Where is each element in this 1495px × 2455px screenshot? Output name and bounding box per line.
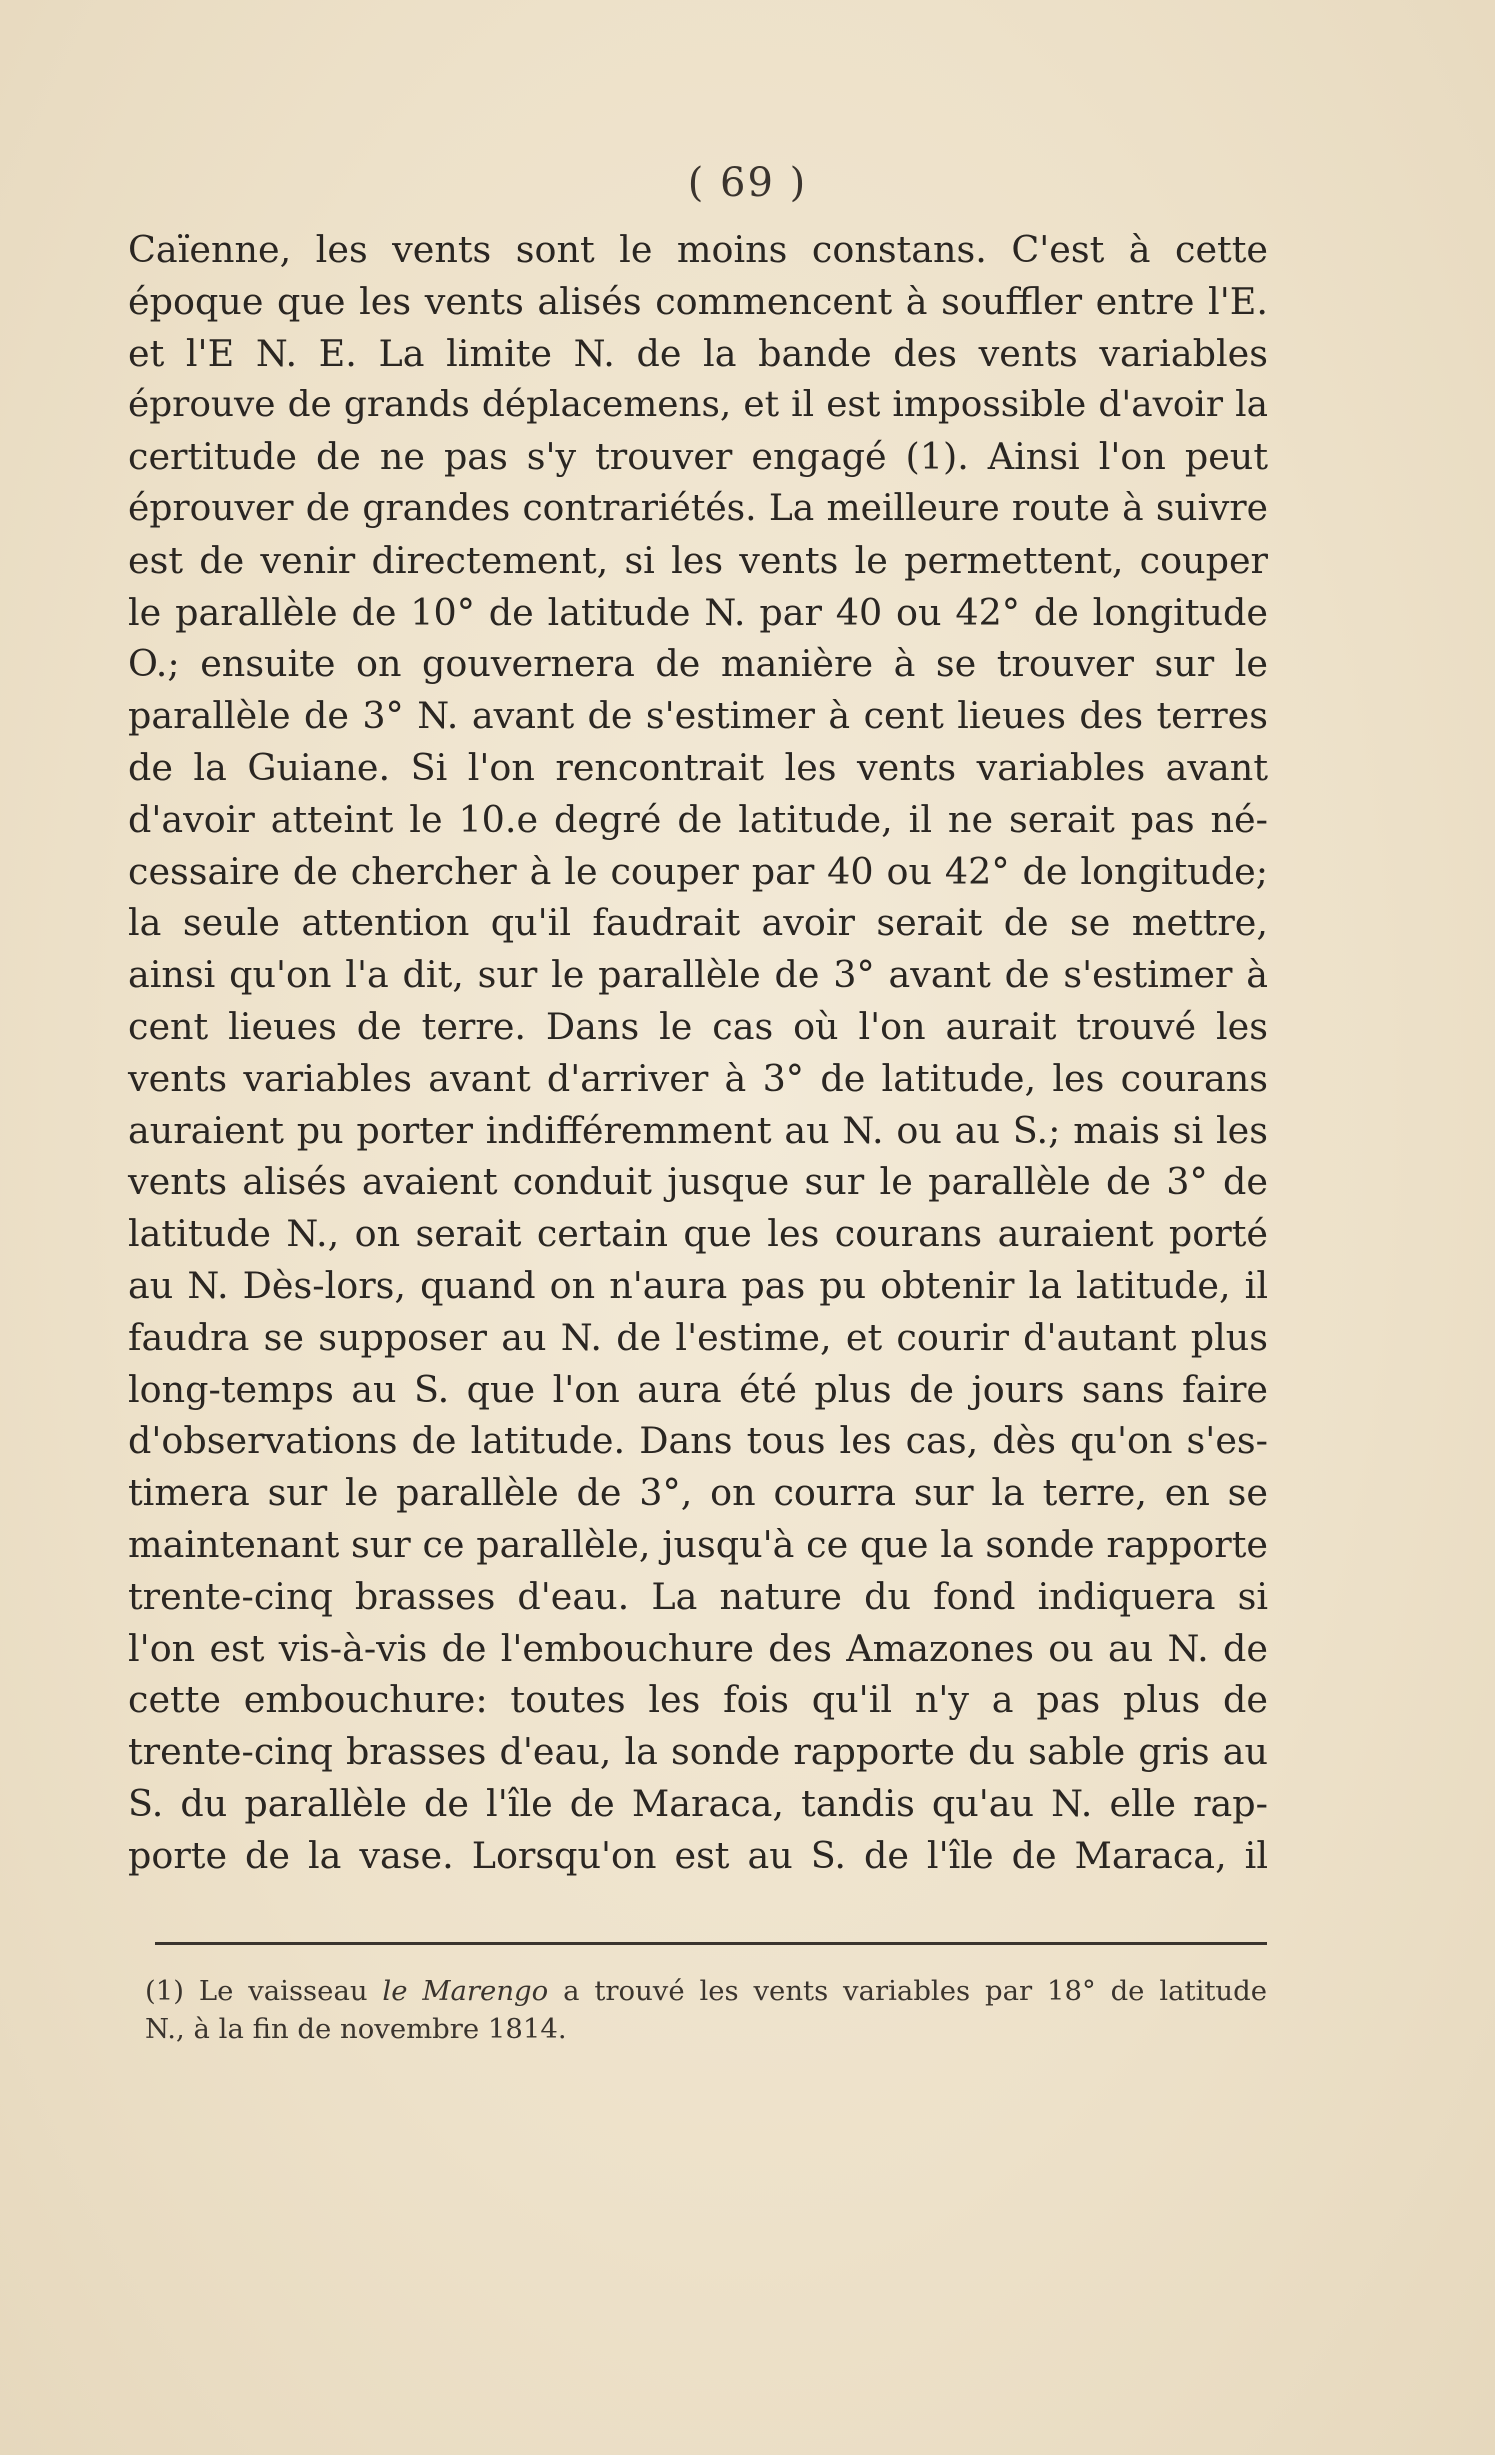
text-line: cessaire de chercher à le couper par 40 ou 42° de longitude; — [128, 849, 1268, 893]
text-line: le parallèle de 10° de latitude N. par 40 ou 42° de longitude — [128, 590, 1268, 634]
text-line: au N. Dès-lors, quand on n'aura pas pu obtenir la latitude, il — [128, 1263, 1268, 1307]
page-number: ( 69 ) — [687, 160, 808, 206]
text-line: époque que les vents alisés commencent à souffler entre l'E. — [128, 279, 1268, 323]
text-line: Caïenne, les vents sont le moins constans. C'est à cette — [128, 228, 1268, 271]
text-line: certitude de ne pas s'y trouver engagé (1). Ainsi l'on peut — [128, 435, 1268, 479]
text-line: long-temps au S. que l'on aura été plus de jours sans faire — [128, 1367, 1268, 1411]
text-line: timera sur le parallèle de 3°, on courra sur la terre, en se — [128, 1471, 1268, 1515]
text-line: l'on est vis-à-vis de l'embouchure des Amazones ou au N. de — [128, 1626, 1268, 1670]
text-line: d'observations de latitude. Dans tous les cas, dès qu'on s'es- — [128, 1419, 1268, 1463]
footnote — [145, 1972, 1267, 2048]
ship-name: le Marengo — [382, 1975, 549, 2007]
text-line: faudra se supposer au N. de l'estime, et courir d'autant plus — [128, 1315, 1268, 1359]
footnote-divider — [155, 1942, 1267, 1945]
text-line: cent lieues de terre. Dans le cas où l'on aurait trouvé les — [128, 1004, 1268, 1048]
body-text — [128, 224, 1268, 1882]
footnote-line: N., à la fin de novembre 1814. — [145, 2013, 567, 2045]
text-line: ainsi qu'on l'a dit, sur le parallèle de 3° avant de s'estimer à — [128, 953, 1268, 997]
text-line: de la Guiane. Si l'on rencontrait les vents variables avant — [128, 745, 1268, 789]
text-line: vents variables avant d'arriver à 3° de latitude, les courans — [128, 1056, 1268, 1100]
text-line: parallèle de 3° N. avant de s'estimer à cent lieues des terres — [128, 694, 1268, 738]
text-line: trente-cinq brasses d'eau. La nature du fond indiquera si — [128, 1574, 1268, 1618]
text-line: et l'E N. E. La limite N. de la bande des vents variables — [128, 331, 1268, 375]
text-line: porte de la vase. Lorsqu'on est au S. de l'île de Maraca, il — [128, 1833, 1268, 1877]
text-line: est de venir directement, si les vents le permettent, couper — [128, 538, 1268, 582]
footnote-marker: (1) Le vaisseau — [145, 1975, 383, 2007]
text-line: cette embouchure: toutes les fois qu'il n'y a pas plus de — [128, 1678, 1268, 1722]
text-line: éprouve de grands déplacemens, et il est impossible d'avoir la — [128, 384, 1268, 426]
text-line: la seule attention qu'il faudrait avoir serait de se mettre, — [128, 901, 1268, 945]
text-line: auraient pu porter indifféremment au N. ou au S.; mais si les — [128, 1108, 1268, 1152]
text-line: O.; ensuite on gouvernera de manière à se trouver sur le — [128, 642, 1268, 686]
text-line: S. du parallèle de l'île de Maraca, tandis qu'au N. elle rap- — [128, 1781, 1268, 1825]
text-line: vents alisés avaient conduit jusque sur le parallèle de 3° de — [128, 1160, 1268, 1204]
text-line: latitude N., on serait certain que les courans auraient porté — [128, 1212, 1268, 1256]
text-line: d'avoir atteint le 10.e degré de latitude, il ne serait pas né- — [128, 797, 1268, 841]
text-line: trente-cinq brasses d'eau, la sonde rapporte du sable gris au — [128, 1730, 1268, 1774]
footnote-text: a trouvé les vents variables par 18° de latitude — [548, 1975, 1268, 2007]
footnote-line — [145, 1972, 1267, 2010]
text-line: maintenant sur ce parallèle, jusqu'à ce que la sonde rapporte — [128, 1522, 1268, 1566]
text-line: éprouver de grandes contrariétés. La meilleure route à suivre — [128, 486, 1268, 529]
